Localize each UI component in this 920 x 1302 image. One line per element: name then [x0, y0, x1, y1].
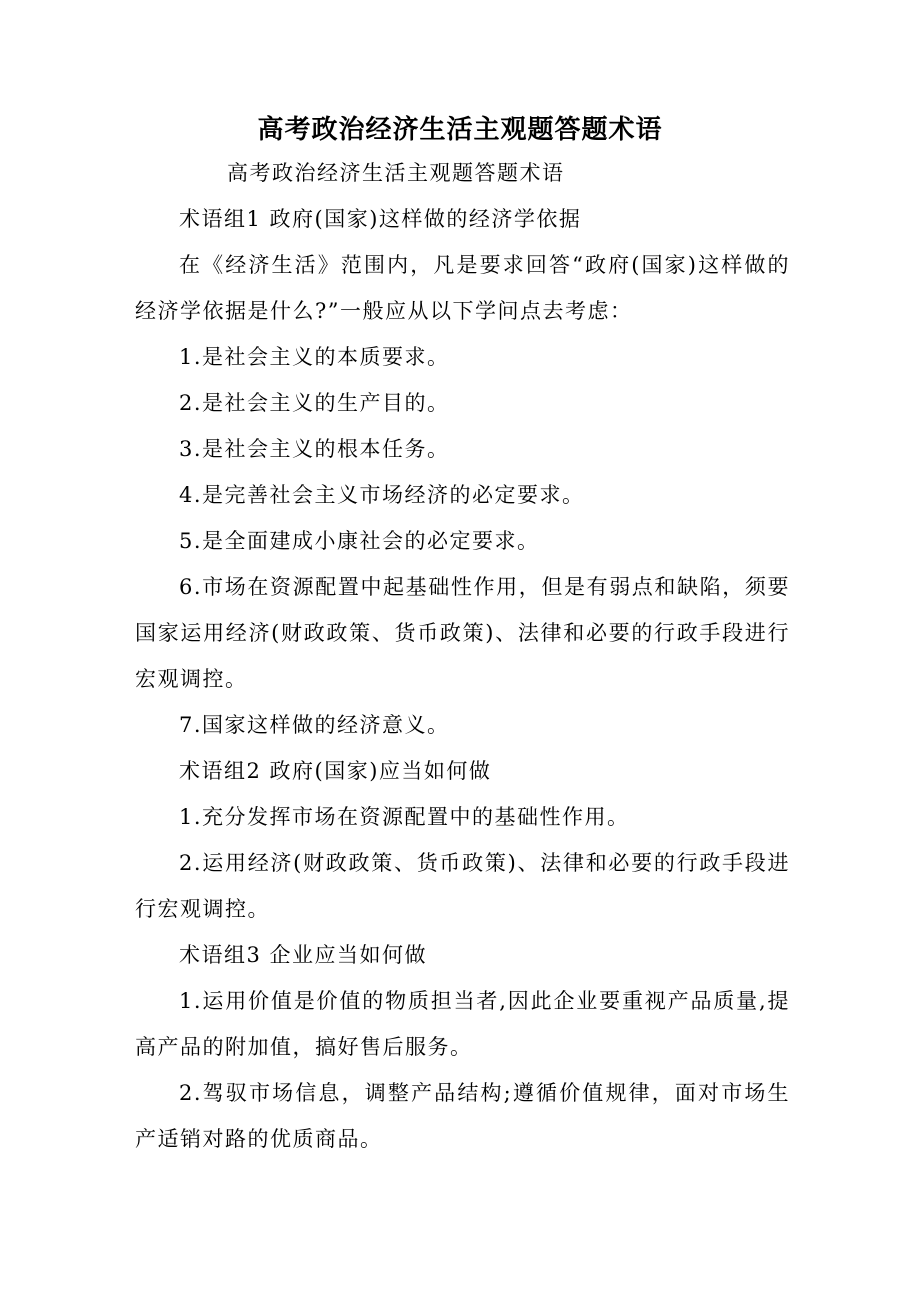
section-heading-3: 术语组3 企业应当如何做	[179, 943, 428, 967]
list-item: 1.是社会主义的本质要求。	[179, 345, 450, 369]
list-item: 1.运用价值是价值的物质担当者,因此企业要重视产品质量,提高产品的附加值，搞好售后服务。	[135, 989, 790, 1059]
document-body	[135, 150, 790, 1162]
list-item: 2.是社会主义的生产目的。	[179, 391, 450, 415]
document-title: 高考政治经济生活主观题答题术语	[257, 115, 663, 145]
list-item: 1.充分发挥市场在资源配置中的基础性作用。	[179, 805, 630, 829]
list-item: 7.国家这样做的经济意义。	[179, 713, 450, 737]
list-item: 5.是全面建成小康社会的必定要求。	[179, 529, 540, 553]
list-item: 2.运用经济(财政政策、货币政策)、法律和必要的行政手段进行宏观调控。	[135, 851, 790, 921]
section-heading-2: 术语组2 政府(国家)应当如何做	[179, 759, 492, 783]
list-item: 2.驾驭市场信息，调整产品结构;遵循价值规律，面对市场生产适销对路的优质商品。	[135, 1081, 790, 1151]
list-item: 4.是完善社会主义市场经济的必定要求。	[179, 483, 585, 507]
section-heading-1: 术语组1 政府(国家)这样做的经济学依据	[179, 207, 582, 231]
list-item: 3.是社会主义的根本任务。	[179, 437, 450, 461]
document-subtitle: 高考政治经济生活主观题答题术语	[227, 161, 565, 185]
paragraph: 在《经济生活》范围内，凡是要求回答“政府(国家)这样做的经济学依据是什么?”一般应从以下学问点去考虑：	[135, 253, 790, 323]
list-item: 6.市场在资源配置中起基础性作用，但是有弱点和缺陷，须要国家运用经济(财政政策、货币政策)、法律和必要的行政手段进行宏观调控。	[135, 575, 790, 691]
